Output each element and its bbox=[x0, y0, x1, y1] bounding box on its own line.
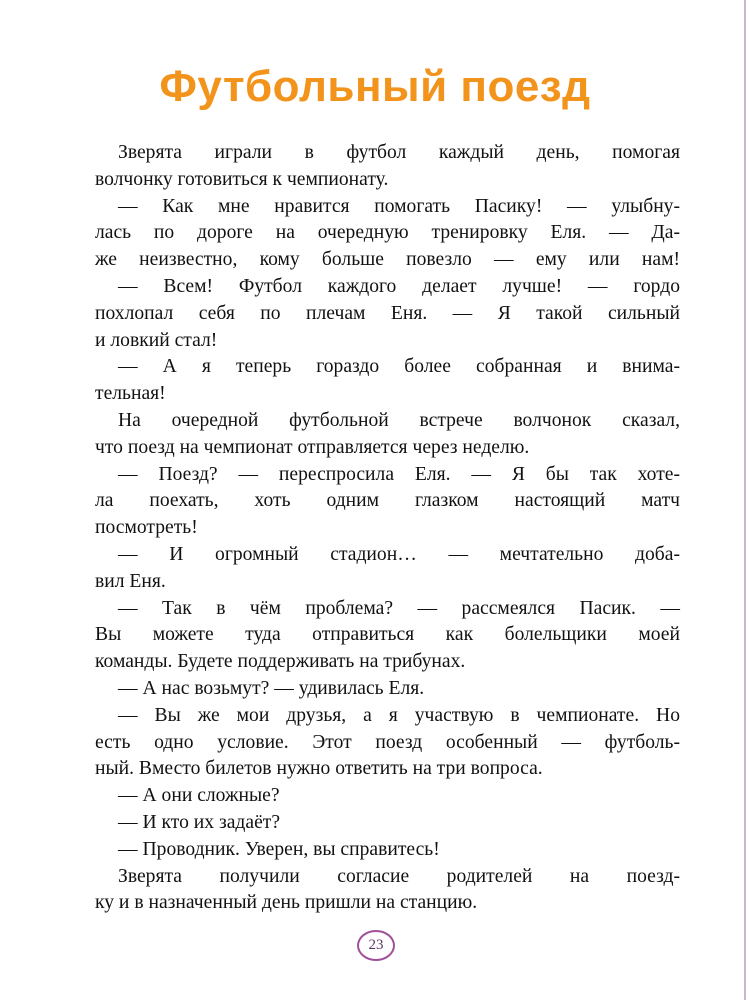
story-line: — Проводник. Уверен, вы справитесь! bbox=[118, 838, 440, 860]
story-line: похлопал себя по плечам Еня. — Я такой сильный bbox=[95, 302, 680, 324]
page-number: 23 bbox=[357, 930, 395, 961]
story-line: же неизвестно, кому больше повезло — ему или нам! bbox=[95, 249, 680, 271]
page-edge-line bbox=[744, 0, 746, 1000]
story-line: тельная! bbox=[95, 383, 166, 405]
story-line: Зверята получили согласие родителей на поезд- bbox=[118, 865, 680, 887]
story-line: — А я теперь гораздо более собранная и внима- bbox=[118, 356, 680, 378]
story-line: — Вы же мои друзья, а я участвую в чемпионате. Но bbox=[118, 704, 680, 726]
story-line: — А они сложные? bbox=[118, 785, 280, 807]
story-line: ла поехать, хоть одним глазком настоящий матч bbox=[95, 490, 680, 512]
story-line: есть одно условие. Этот поезд особенный — футболь- bbox=[95, 731, 680, 753]
story-text bbox=[95, 140, 680, 917]
story-line: лась по дороге на очередную тренировку Еля. — Да- bbox=[95, 222, 680, 244]
story-line: и ловкий стал! bbox=[95, 329, 218, 351]
story-line: — А нас возьмут? — удивилась Еля. bbox=[118, 677, 425, 699]
story-line: — Как мне нравится помогать Пасику! — улыбну- bbox=[118, 195, 680, 217]
story-line: Зверята играли в футбол каждый день, помогая bbox=[118, 142, 680, 163]
story-line: что поезд на чемпионат отправляется через неделю. bbox=[95, 436, 530, 458]
story-line: — И огромный стадион… — мечтательно доба- bbox=[118, 543, 680, 565]
story-line: ный. Вместо билетов нужно ответить на три вопроса. bbox=[95, 758, 543, 780]
story-line: На очередной футбольной встрече волчонок сказал, bbox=[118, 409, 680, 431]
story-line: — И кто их задаёт? bbox=[118, 811, 281, 833]
story-line: посмотреть! bbox=[95, 517, 198, 539]
page-title: Футбольный поезд bbox=[159, 62, 591, 111]
story-line: волчонку готовиться к чемпионату. bbox=[95, 168, 389, 190]
story-line: Вы можете туда отправиться как болельщики моей bbox=[95, 624, 680, 646]
story-line: — Всем! Футбол каждого делает лучше! — гордо bbox=[118, 275, 680, 297]
story-line: вил Еня. bbox=[95, 570, 166, 592]
story-line: ку и в назначенный день пришли на станцию. bbox=[95, 892, 478, 914]
story-line: — Поезд? — переспросила Еля. — Я бы так хоте- bbox=[118, 463, 680, 485]
story-line: — Так в чём проблема? — рассмеялся Пасик. — bbox=[118, 597, 680, 619]
story-line: команды. Будете поддерживать на трибунах. bbox=[95, 651, 466, 673]
